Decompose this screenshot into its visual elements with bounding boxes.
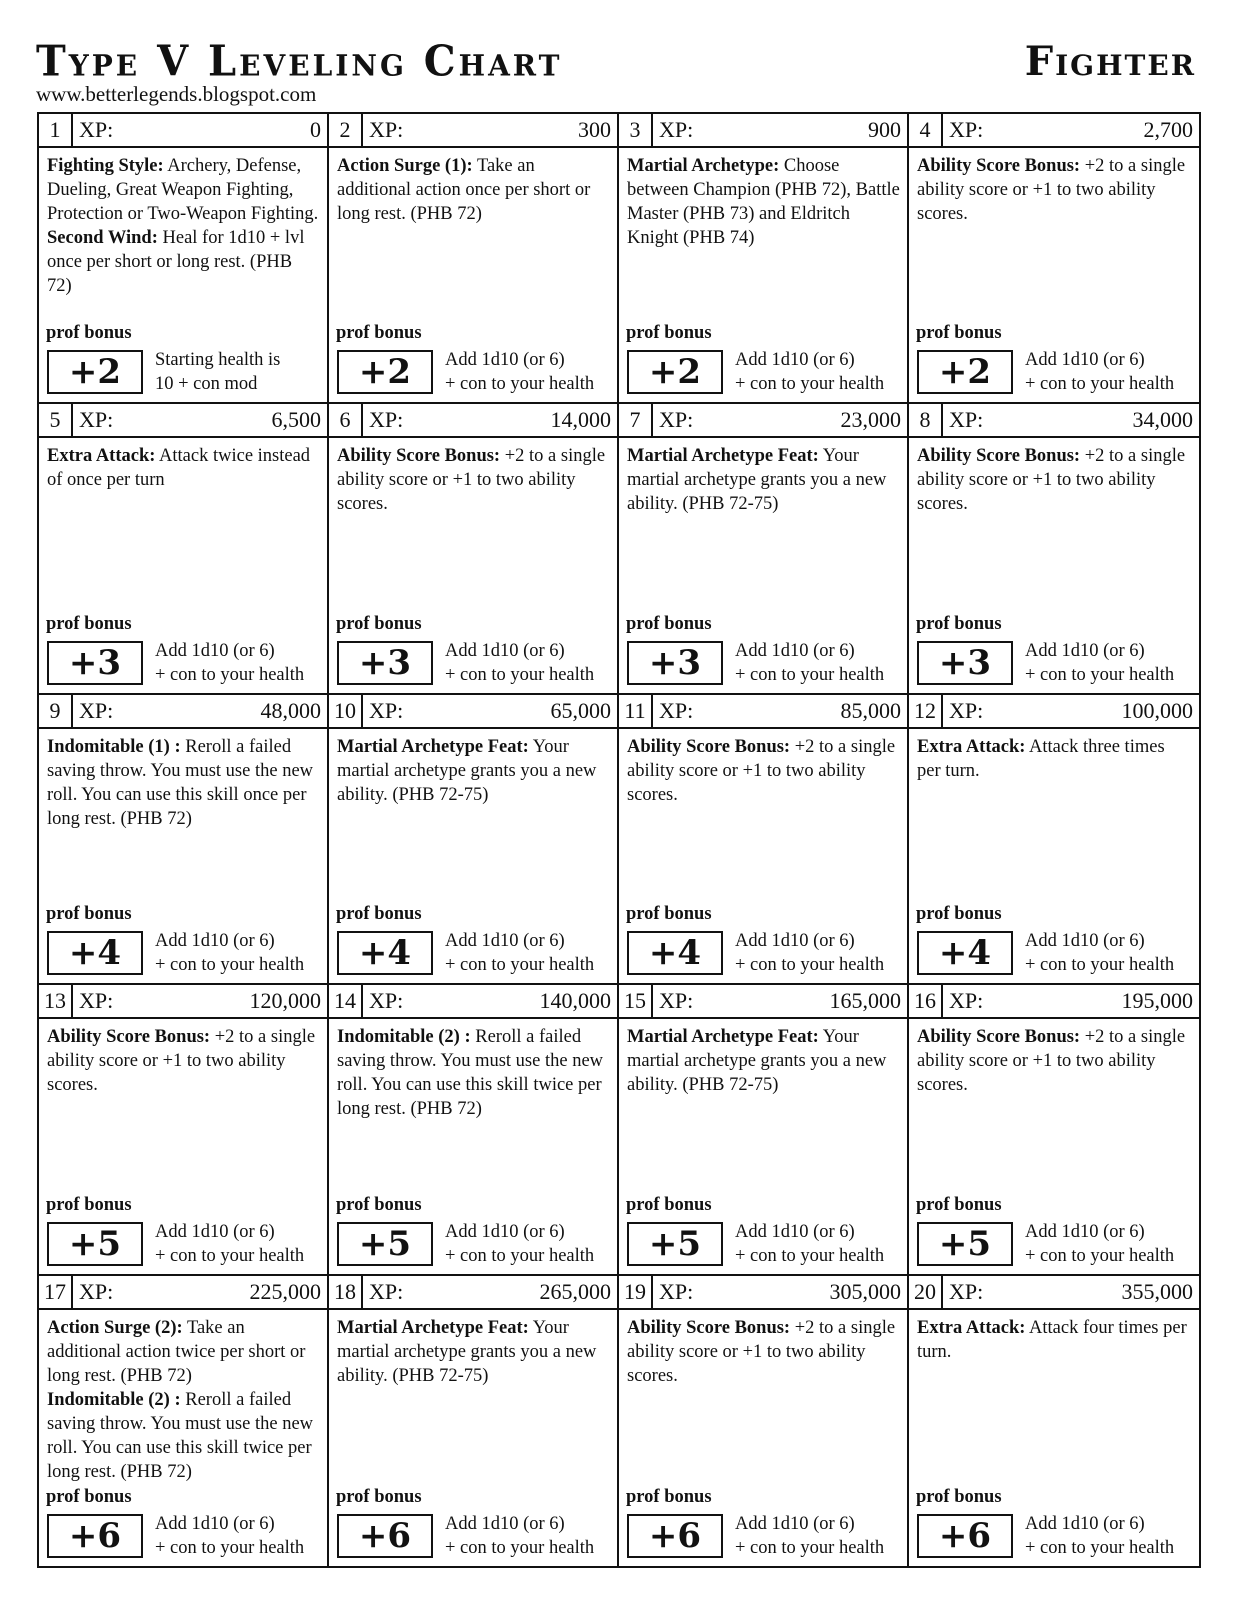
- health-note: [155, 639, 304, 687]
- feature-list: [39, 148, 327, 298]
- level-number: 14: [329, 985, 363, 1017]
- prof-bonus-value: +5: [917, 1222, 1013, 1266]
- prof-bonus-value: +3: [627, 641, 723, 685]
- feature-description: +2 to a single ability score or +1 to two ability scores.: [627, 1317, 896, 1386]
- health-line-2: 10 + con mod: [155, 374, 258, 395]
- feature-name: Indomitable (2) :: [337, 1027, 471, 1048]
- prof-bonus-label: prof bonus: [916, 613, 1002, 634]
- prof-bonus-value: +6: [627, 1514, 723, 1558]
- xp-value: 900: [868, 117, 901, 142]
- xp-value: 195,000: [1121, 988, 1193, 1014]
- health-line-2: + con to your health: [445, 1245, 595, 1266]
- health-note: [445, 1512, 594, 1560]
- xp-value: 14,000: [550, 407, 611, 433]
- feature-name: Ability Score Bonus:: [917, 1027, 1081, 1048]
- prof-bonus-label: prof bonus: [626, 323, 712, 344]
- feature-entry: [47, 154, 320, 226]
- health-line-1: Add 1d10 (or 6): [445, 640, 565, 661]
- level-number: 1: [39, 114, 73, 146]
- feature-description: Your martial archetype grants you a new ability. (PHB 72-75): [337, 1317, 597, 1386]
- feature-entry: [47, 1316, 320, 1388]
- feature-description: Archery, Defense, Dueling, Great Weapon Fighting, Protection or Two-Weapon Fighting.: [47, 156, 319, 224]
- health-note: [1025, 929, 1174, 977]
- prof-bonus-label: prof bonus: [46, 613, 132, 634]
- level-header: [619, 695, 907, 729]
- level-cell: [619, 404, 909, 694]
- level-header: [909, 1276, 1199, 1310]
- feature-entry: [47, 1025, 320, 1097]
- prof-bonus-value: +2: [917, 350, 1013, 394]
- level-header: [619, 114, 907, 148]
- xp-label: XP:: [369, 697, 404, 723]
- health-line-1: Add 1d10 (or 6): [735, 931, 855, 952]
- xp-value: 165,000: [829, 988, 901, 1014]
- xp-value: 0: [310, 117, 321, 142]
- level-number: 20: [909, 1276, 943, 1308]
- level-cell: [39, 1276, 329, 1566]
- health-line-2: + con to your health: [1025, 955, 1175, 976]
- feature-entry: [917, 1316, 1192, 1364]
- feature-list: [619, 148, 907, 250]
- feature-name: Action Surge (1):: [337, 156, 473, 176]
- feature-name: Martial Archetype Feat:: [337, 736, 529, 757]
- prof-bonus-label: prof bonus: [336, 1194, 422, 1215]
- level-number: 2: [329, 114, 363, 146]
- health-line-1: Add 1d10 (or 6): [445, 1513, 565, 1534]
- level-cell: [39, 695, 329, 985]
- xp-label: XP:: [659, 697, 694, 723]
- feature-list: [329, 729, 617, 807]
- xp-label: XP:: [659, 988, 694, 1014]
- feature-name: Ability Score Bonus:: [47, 1027, 211, 1048]
- feature-description: Take an additional action twice per short or long rest. (PHB 72): [47, 1317, 306, 1386]
- feature-description: +2 to a single ability score or +1 to two ability scores.: [627, 736, 896, 805]
- source-url: www.betterlegends.blogspot.com: [36, 82, 317, 106]
- level-number: 11: [619, 695, 653, 727]
- xp-label: XP:: [79, 988, 114, 1014]
- health-line-1: Add 1d10 (or 6): [445, 931, 565, 952]
- feature-description: Reroll a failed saving throw. You must use the new roll. You can use this skill twice per long rest. (PHB 72): [337, 1027, 604, 1120]
- health-note: [735, 1512, 884, 1560]
- health-line-1: Add 1d10 (or 6): [1025, 640, 1145, 661]
- level-number: 7: [619, 404, 653, 436]
- feature-list: [909, 438, 1199, 516]
- feature-entry: [337, 1316, 610, 1388]
- prof-bonus-label: prof bonus: [916, 904, 1002, 925]
- feature-name: Indomitable (2) :: [47, 1389, 181, 1410]
- level-header: [329, 114, 617, 148]
- feature-list: [39, 729, 327, 831]
- feature-description: Reroll a failed saving throw. You must use the new roll. You can use this skill twice per long rest. (PHB 72): [47, 1389, 314, 1482]
- feature-name: Ability Score Bonus:: [627, 1317, 791, 1338]
- prof-bonus-label: prof bonus: [916, 1486, 1002, 1507]
- prof-bonus-value: +5: [47, 1222, 143, 1266]
- leveling-grid: [37, 112, 1201, 1568]
- health-line-2: + con to your health: [735, 1537, 885, 1558]
- feature-name: Action Surge (2):: [47, 1317, 183, 1338]
- level-header: [39, 404, 327, 438]
- prof-bonus-value: +2: [627, 350, 723, 394]
- health-line-1: Add 1d10 (or 6): [155, 1221, 275, 1242]
- prof-bonus-label: prof bonus: [336, 613, 422, 634]
- health-note: [735, 348, 884, 396]
- prof-bonus-value: +4: [47, 931, 143, 975]
- health-line-2: + con to your health: [1025, 664, 1175, 685]
- feature-list: [329, 1310, 617, 1388]
- xp-label: XP:: [79, 697, 114, 723]
- health-line-1: Add 1d10 (or 6): [155, 931, 275, 952]
- xp-value: 140,000: [539, 988, 611, 1014]
- health-line-1: Add 1d10 (or 6): [445, 1221, 565, 1242]
- feature-entry: [47, 1388, 320, 1484]
- level-header: [909, 985, 1199, 1019]
- health-note: [1025, 348, 1174, 396]
- health-note: [445, 639, 594, 687]
- level-cell: [329, 404, 619, 694]
- level-header: [329, 695, 617, 729]
- level-cell: [329, 114, 619, 404]
- feature-list: [329, 1019, 617, 1121]
- xp-label: XP:: [369, 407, 404, 433]
- feature-list: [329, 148, 617, 226]
- feature-name: Extra Attack:: [917, 736, 1026, 757]
- health-line-1: Add 1d10 (or 6): [1025, 1221, 1145, 1242]
- feature-name: Extra Attack:: [47, 446, 156, 467]
- level-cell: [329, 985, 619, 1275]
- prof-bonus-value: +2: [47, 350, 143, 394]
- level-cell: [909, 695, 1199, 985]
- feature-name: Martial Archetype Feat:: [627, 1027, 819, 1048]
- feature-description: Heal for 1d10 + lvl once per short or long rest. (PHB 72): [47, 228, 305, 296]
- level-header: [909, 695, 1199, 729]
- class-name: Fighter: [1024, 38, 1196, 85]
- prof-bonus-label: prof bonus: [626, 904, 712, 925]
- feature-list: [909, 729, 1199, 783]
- health-note: [155, 1220, 304, 1268]
- level-header: [619, 985, 907, 1019]
- health-note: [445, 348, 594, 396]
- level-number: 12: [909, 695, 943, 727]
- level-number: 4: [909, 114, 943, 146]
- feature-description: Your martial archetype grants you a new ability. (PHB 72-75): [627, 1027, 887, 1096]
- xp-value: 23,000: [840, 407, 901, 433]
- level-cell: [39, 114, 329, 404]
- page-header: [36, 30, 1196, 110]
- feature-list: [619, 1019, 907, 1097]
- feature-description: Reroll a failed saving throw. You must use the new roll. You can use this skill once per long rest. (PHB 72): [47, 736, 314, 829]
- level-number: 6: [329, 404, 363, 436]
- health-line-2: + con to your health: [445, 955, 595, 976]
- level-header: [909, 114, 1199, 148]
- prof-bonus-value: +5: [337, 1222, 433, 1266]
- xp-value: 48,000: [260, 697, 321, 723]
- prof-bonus-label: prof bonus: [916, 1194, 1002, 1215]
- feature-description: Your martial archetype grants you a new ability. (PHB 72-75): [627, 446, 887, 515]
- prof-bonus-label: prof bonus: [626, 1486, 712, 1507]
- prof-bonus-value: +3: [337, 641, 433, 685]
- health-note: [735, 1220, 884, 1268]
- feature-list: [909, 1310, 1199, 1364]
- health-line-1: Add 1d10 (or 6): [735, 350, 855, 371]
- xp-label: XP:: [949, 988, 984, 1014]
- xp-label: XP:: [949, 117, 984, 142]
- xp-label: XP:: [659, 117, 694, 142]
- feature-list: [329, 438, 617, 516]
- feature-entry: [47, 444, 320, 492]
- level-number: 17: [39, 1276, 73, 1308]
- health-line-2: + con to your health: [1025, 1537, 1175, 1558]
- xp-label: XP:: [369, 117, 404, 142]
- feature-description: +2 to a single ability score or +1 to two ability scores.: [917, 156, 1186, 224]
- health-line-2: + con to your health: [155, 1245, 305, 1266]
- feature-entry: [627, 735, 900, 807]
- prof-bonus-value: +6: [917, 1514, 1013, 1558]
- feature-description: Attack twice instead of once per turn: [47, 446, 311, 491]
- health-line-2: + con to your health: [445, 374, 595, 395]
- health-note: [445, 929, 594, 977]
- level-cell: [909, 404, 1199, 694]
- level-number: 10: [329, 695, 363, 727]
- prof-bonus-label: prof bonus: [626, 1194, 712, 1215]
- level-cell: [909, 1276, 1199, 1566]
- level-cell: [329, 695, 619, 985]
- feature-entry: [917, 735, 1192, 783]
- feature-description: Attack three times per turn.: [917, 736, 1165, 781]
- health-line-2: + con to your health: [735, 664, 885, 685]
- health-note: [155, 929, 304, 977]
- prof-bonus-value: +3: [47, 641, 143, 685]
- feature-entry: [47, 735, 320, 831]
- feature-entry: [337, 1025, 610, 1121]
- prof-bonus-value: +2: [337, 350, 433, 394]
- xp-value: 355,000: [1121, 1278, 1193, 1304]
- feature-name: Ability Score Bonus:: [627, 736, 791, 757]
- xp-label: XP:: [369, 988, 404, 1014]
- level-header: [39, 114, 327, 148]
- feature-entry: [337, 444, 610, 516]
- feature-entry: [337, 735, 610, 807]
- xp-value: 305,000: [829, 1278, 901, 1304]
- prof-bonus-label: prof bonus: [336, 323, 422, 344]
- feature-list: [39, 438, 327, 492]
- feature-entry: [47, 226, 320, 298]
- feature-description: +2 to a single ability score or +1 to two ability scores.: [337, 446, 606, 515]
- feature-entry: [627, 1025, 900, 1097]
- level-cell: [909, 114, 1199, 404]
- prof-bonus-label: prof bonus: [46, 904, 132, 925]
- xp-value: 6,500: [271, 407, 321, 433]
- feature-list: [909, 148, 1199, 226]
- level-number: 18: [329, 1276, 363, 1308]
- level-header: [39, 985, 327, 1019]
- xp-label: XP:: [659, 1278, 694, 1304]
- feature-description: Your martial archetype grants you a new ability. (PHB 72-75): [337, 736, 597, 805]
- level-cell: [619, 1276, 909, 1566]
- health-note: [1025, 1512, 1174, 1560]
- health-note: [155, 1512, 304, 1560]
- xp-value: 100,000: [1121, 697, 1193, 723]
- level-number: 13: [39, 985, 73, 1017]
- level-cell: [39, 404, 329, 694]
- health-note: [735, 639, 884, 687]
- level-cell: [619, 985, 909, 1275]
- feature-name: Martial Archetype:: [627, 156, 780, 176]
- xp-value: 300: [578, 117, 611, 142]
- xp-label: XP:: [949, 697, 984, 723]
- prof-bonus-value: +5: [627, 1222, 723, 1266]
- feature-list: [39, 1019, 327, 1097]
- feature-list: [619, 729, 907, 807]
- feature-name: Fighting Style:: [47, 156, 164, 176]
- feature-name: Ability Score Bonus:: [917, 446, 1081, 467]
- feature-name: Martial Archetype Feat:: [627, 446, 819, 467]
- feature-name: Indomitable (1) :: [47, 736, 181, 757]
- health-line-1: Add 1d10 (or 6): [155, 1513, 275, 1534]
- prof-bonus-label: prof bonus: [626, 613, 712, 634]
- prof-bonus-label: prof bonus: [916, 323, 1002, 344]
- health-note: [735, 929, 884, 977]
- prof-bonus-value: +6: [47, 1514, 143, 1558]
- health-line-2: + con to your health: [1025, 374, 1175, 395]
- health-line-1: Add 1d10 (or 6): [445, 350, 565, 371]
- feature-name: Martial Archetype Feat:: [337, 1317, 529, 1338]
- xp-label: XP:: [79, 117, 114, 142]
- health-note: [445, 1220, 594, 1268]
- health-note: [155, 348, 280, 396]
- prof-bonus-label: prof bonus: [336, 904, 422, 925]
- level-header: [909, 404, 1199, 438]
- feature-description: +2 to a single ability score or +1 to two ability scores.: [47, 1027, 316, 1096]
- health-line-1: Add 1d10 (or 6): [735, 1221, 855, 1242]
- prof-bonus-label: prof bonus: [46, 1486, 132, 1507]
- page-title: Type V Leveling Chart: [36, 36, 563, 87]
- xp-value: 65,000: [550, 697, 611, 723]
- prof-bonus-value: +6: [337, 1514, 433, 1558]
- health-line-2: + con to your health: [1025, 1245, 1175, 1266]
- level-header: [329, 985, 617, 1019]
- prof-bonus-value: +4: [627, 931, 723, 975]
- feature-entry: [627, 154, 900, 250]
- prof-bonus-label: prof bonus: [336, 1486, 422, 1507]
- level-number: 8: [909, 404, 943, 436]
- prof-bonus-value: +3: [917, 641, 1013, 685]
- feature-description: +2 to a single ability score or +1 to two ability scores.: [917, 1027, 1186, 1096]
- xp-value: 85,000: [840, 697, 901, 723]
- prof-bonus-value: +4: [917, 931, 1013, 975]
- level-number: 9: [39, 695, 73, 727]
- level-cell: [329, 1276, 619, 1566]
- level-header: [619, 1276, 907, 1310]
- feature-name: Second Wind:: [47, 228, 158, 248]
- health-line-1: Add 1d10 (or 6): [735, 640, 855, 661]
- feature-entry: [917, 154, 1192, 226]
- feature-description: +2 to a single ability score or +1 to two ability scores.: [917, 446, 1186, 515]
- level-header: [39, 695, 327, 729]
- xp-value: 120,000: [249, 988, 321, 1014]
- xp-value: 225,000: [249, 1278, 321, 1304]
- health-line-2: + con to your health: [155, 1537, 305, 1558]
- feature-entry: [337, 154, 610, 226]
- feature-name: Ability Score Bonus:: [337, 446, 501, 467]
- level-number: 16: [909, 985, 943, 1017]
- level-cell: [619, 695, 909, 985]
- health-line-2: + con to your health: [155, 955, 305, 976]
- health-line-1: Add 1d10 (or 6): [155, 640, 275, 661]
- level-number: 5: [39, 404, 73, 436]
- health-line-1: Add 1d10 (or 6): [1025, 350, 1145, 371]
- health-line-2: + con to your health: [445, 1537, 595, 1558]
- health-line-2: + con to your health: [155, 664, 305, 685]
- feature-entry: [627, 1316, 900, 1388]
- feature-description: Take an additional action once per short or long rest. (PHB 72): [337, 156, 591, 224]
- health-note: [1025, 639, 1174, 687]
- level-header: [39, 1276, 327, 1310]
- level-header: [329, 1276, 617, 1310]
- feature-list: [619, 1310, 907, 1388]
- health-note: [1025, 1220, 1174, 1268]
- xp-label: XP:: [369, 1278, 404, 1304]
- prof-bonus-label: prof bonus: [46, 323, 132, 344]
- health-line-2: + con to your health: [735, 955, 885, 976]
- feature-list: [619, 438, 907, 516]
- health-line-2: + con to your health: [735, 374, 885, 395]
- feature-list: [909, 1019, 1199, 1097]
- xp-label: XP:: [79, 407, 114, 433]
- xp-label: XP:: [949, 1278, 984, 1304]
- xp-value: 34,000: [1132, 407, 1193, 433]
- health-line-2: + con to your health: [445, 664, 595, 685]
- health-line-1: Add 1d10 (or 6): [735, 1513, 855, 1534]
- health-line-1: Add 1d10 (or 6): [1025, 1513, 1145, 1534]
- level-header: [329, 404, 617, 438]
- feature-entry: [917, 444, 1192, 516]
- health-line-2: + con to your health: [735, 1245, 885, 1266]
- xp-value: 265,000: [539, 1278, 611, 1304]
- level-number: 15: [619, 985, 653, 1017]
- feature-entry: [627, 444, 900, 516]
- health-line-1: Add 1d10 (or 6): [1025, 931, 1145, 952]
- feature-list: [39, 1310, 327, 1484]
- prof-bonus-label: prof bonus: [46, 1194, 132, 1215]
- feature-description: Choose between Champion (PHB 72), Battle Master (PHB 73) and Eldritch Knight (PHB 74): [627, 156, 900, 248]
- health-line-1: Starting health is: [155, 350, 281, 371]
- prof-bonus-value: +4: [337, 931, 433, 975]
- xp-value: 2,700: [1143, 117, 1193, 142]
- level-cell: [619, 114, 909, 404]
- feature-entry: [917, 1025, 1192, 1097]
- level-number: 19: [619, 1276, 653, 1308]
- xp-label: XP:: [949, 407, 984, 433]
- xp-label: XP:: [79, 1278, 114, 1304]
- feature-name: Extra Attack:: [917, 1317, 1026, 1338]
- feature-name: Ability Score Bonus:: [917, 156, 1081, 176]
- level-cell: [39, 985, 329, 1275]
- level-number: 3: [619, 114, 653, 146]
- level-header: [619, 404, 907, 438]
- level-cell: [909, 985, 1199, 1275]
- xp-label: XP:: [659, 407, 694, 433]
- feature-description: Attack four times per turn.: [917, 1317, 1187, 1362]
